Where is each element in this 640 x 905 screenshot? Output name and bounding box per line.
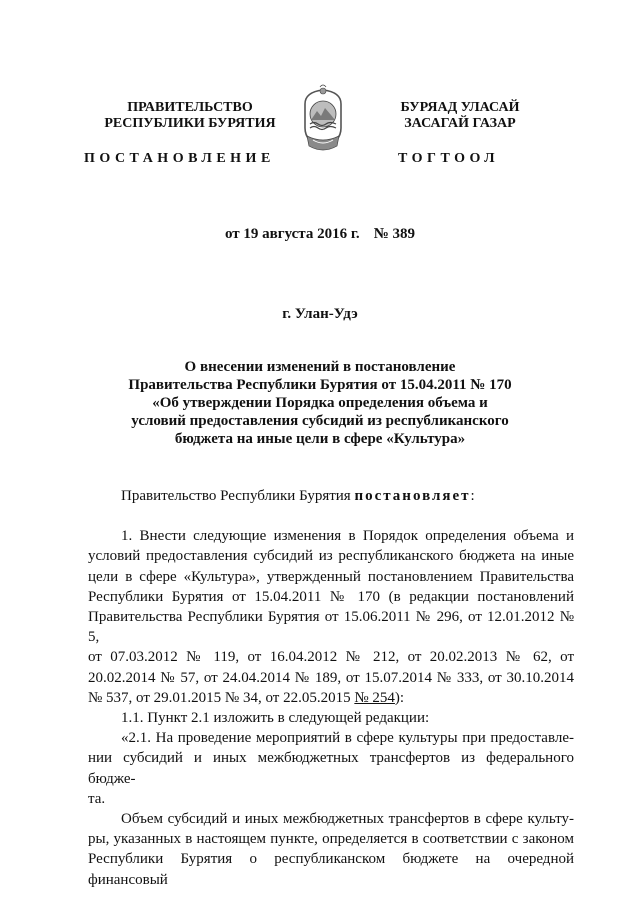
decree-preamble bbox=[88, 486, 574, 506]
header-left-line2: РЕСПУБЛИКИ БУРЯТИЯ bbox=[104, 116, 276, 131]
paragraph-line: 1. Внести следующие изменения в Порядок определения объема и bbox=[121, 528, 574, 545]
header-right-authority bbox=[365, 100, 555, 132]
paragraph-line: нии субсидий и иных межбюджетных трансфертов из федерального бюдже- bbox=[88, 750, 574, 787]
paragraph-3 bbox=[88, 728, 574, 809]
paragraph-line: Объем субсидий и иных межбюджетных трансфертов в сфере культу- bbox=[121, 811, 574, 828]
paragraph-2 bbox=[88, 708, 574, 728]
republic-of-buryatia-coat-of-arms-icon bbox=[299, 84, 347, 156]
header-right-kind: ТОГТООЛ bbox=[398, 151, 500, 166]
title-line: О внесении изменений в постановление bbox=[184, 359, 456, 375]
header-right-line2: ЗАСАГАЙ ГАЗАР bbox=[404, 116, 516, 131]
document-link[interactable]: № 254 bbox=[354, 689, 395, 706]
paragraph-line: Республики Бурятия от 15.04.2011 № 170 (в редакции постановлений bbox=[88, 588, 574, 605]
decree-city: г. Улан-Удэ bbox=[282, 306, 358, 322]
header-right-line1: БУРЯАД УЛАСАЙ bbox=[400, 100, 520, 115]
title-line: условий предоставления субсидий из республиканского bbox=[131, 413, 509, 429]
paragraph-line: та. bbox=[88, 790, 106, 807]
paragraph-line: 20.02.2014 № 57, от 24.04.2014 № 189, от 15.07.2014 № 333, от 30.10.2014 bbox=[88, 669, 574, 686]
paragraph-4 bbox=[88, 809, 574, 890]
paragraph-line: «2.1. На проведение мероприятий в сфере культуры при предоставле- bbox=[121, 730, 574, 747]
decree-date: от 19 августа 2016 г. bbox=[224, 226, 360, 242]
paragraph-1 bbox=[88, 526, 574, 708]
header-left-authority bbox=[90, 100, 290, 132]
paragraph-text: № 537, от 29.01.2015 № 34, от 22.05.2015 bbox=[88, 689, 355, 706]
decree-title bbox=[120, 358, 520, 448]
paragraph-text: ): bbox=[394, 689, 405, 706]
paragraph-line: ры, указанных в настоящем пункте, определяется в соответствии с законом bbox=[88, 831, 574, 848]
header-left-line1: ПРАВИТЕЛЬСТВО bbox=[127, 100, 253, 115]
title-line: Правительства Республики Бурятия от 15.04.2011 № 170 bbox=[128, 377, 512, 393]
paragraph-line: Правительства Республики Бурятия от 15.06.2011 № 296, от 12.01.2012 № 5, bbox=[88, 609, 574, 646]
title-line: «Об утверждении Порядка определения объема и bbox=[152, 395, 488, 411]
decree-date-number bbox=[0, 226, 640, 243]
header-left-kind: ПОСТАНОВЛЕНИЕ bbox=[84, 151, 275, 166]
paragraph-line: от 07.03.2012 № 119, от 16.04.2012 № 212, от 20.02.2013 № 62, от bbox=[88, 649, 574, 666]
decree-verb: постановляет bbox=[354, 488, 471, 504]
decree-number: № 389 bbox=[373, 226, 416, 242]
paragraph-line: 1.1. Пункт 2.1 изложить в следующей редакции: bbox=[121, 710, 430, 727]
title-line: бюджета на иные цели в сфере «Культура» bbox=[174, 431, 466, 447]
paragraph-line: цели в сфере «Культура», утвержденный постановлением Правительства bbox=[88, 568, 574, 585]
decree-colon: : bbox=[470, 488, 475, 504]
paragraph-line: Республики Бурятия о республиканском бюджете на очередной финансовый bbox=[88, 851, 574, 888]
decree-body bbox=[88, 486, 574, 890]
decree-subject: Правительство Республики Бурятия bbox=[121, 488, 351, 504]
paragraph-line bbox=[88, 688, 574, 708]
paragraph-line: условий предоставления субсидий из республиканского бюджета на иные bbox=[88, 548, 574, 565]
